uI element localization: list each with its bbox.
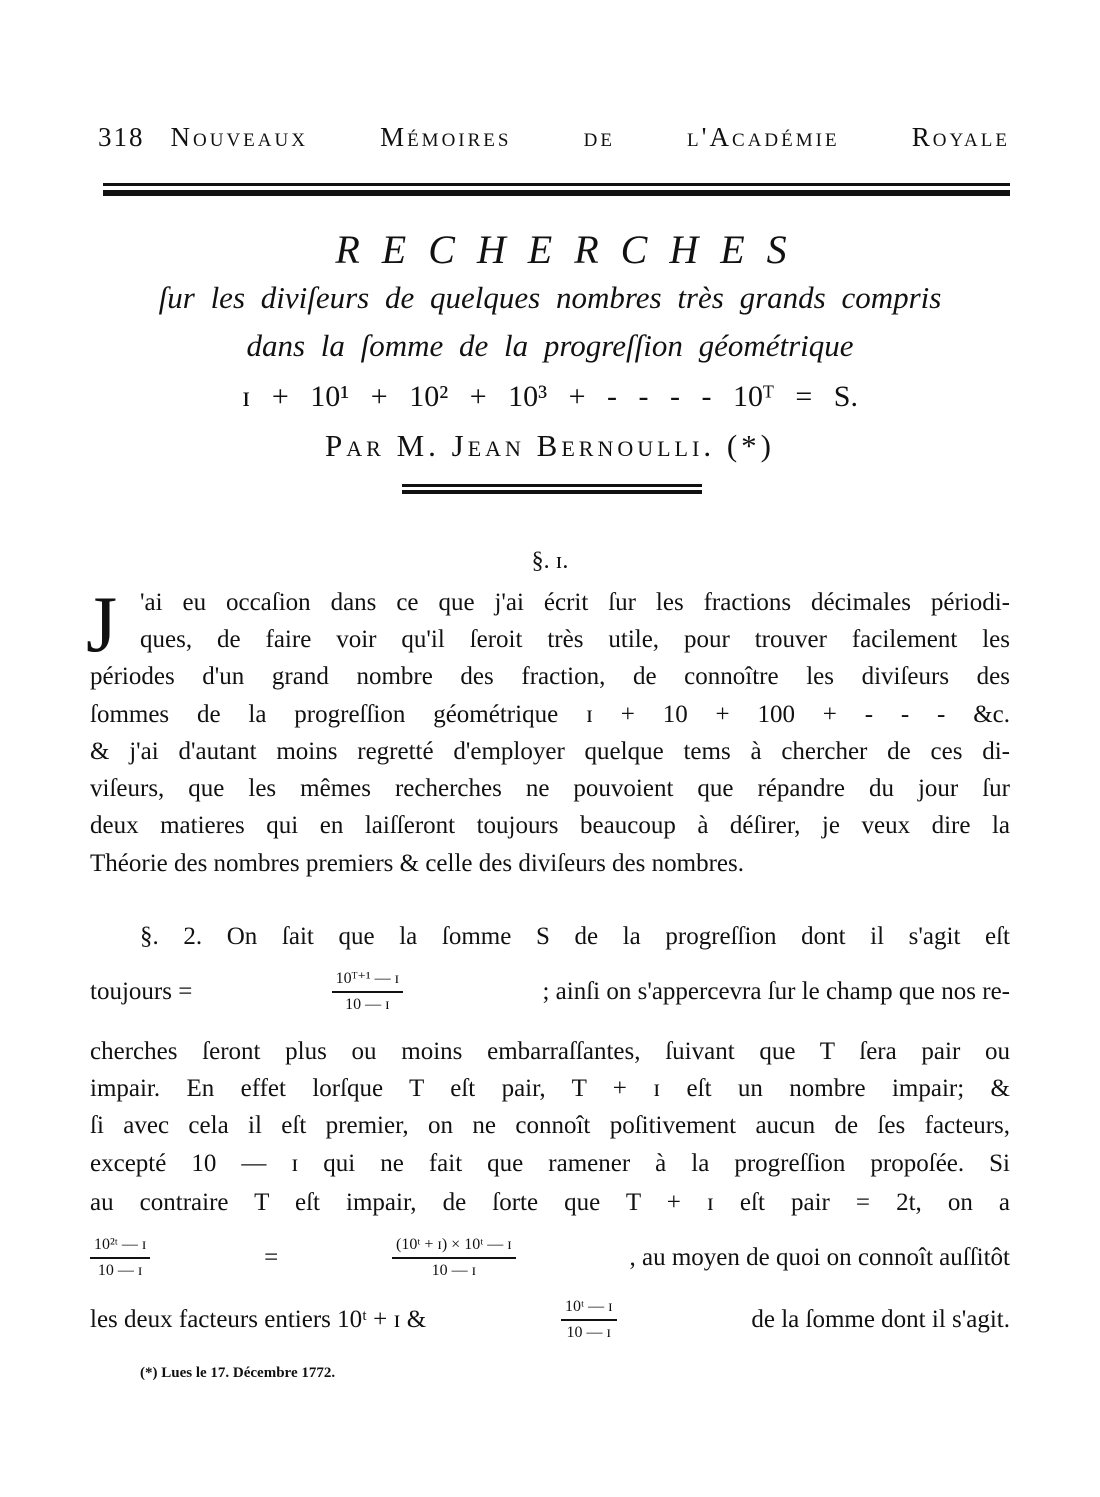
fraction — [90, 1235, 150, 1281]
title-rule-bottom — [402, 490, 702, 494]
paragraph-line: deux matieres qui en laiſſeront toujours beaucoup à déſirer, je veux dire la — [90, 812, 1010, 839]
paragraph-line: Théorie des nombres premiers & celle des diviſeurs des nombres. — [90, 850, 744, 877]
paragraph-line: ques, de faire voir qu'il ſeroit très utile, pour trouver facilement les — [140, 626, 1010, 653]
paragraph-line: §. 2. On ſait que la ſomme S de la progreſſion dont il s'agit eſt — [140, 923, 1010, 950]
paragraph-line: excepté 10 — ɪ qui ne fait que ramener à la progreſſion propoſée. Si — [90, 1150, 1010, 1177]
fraction-denominator: 10 — ɪ — [566, 1324, 611, 1341]
fraction — [392, 1235, 516, 1281]
paragraph-line: 'ai eu occaſion dans ce que j'ai écrit ſur les fractions décimales périodi- — [140, 589, 1010, 616]
paragraph-line: ſi avec cela il eſt premier, on ne connoît poſitivement aucun de ſes facteurs, — [90, 1112, 1010, 1139]
running-title: Nouveaux Mémoires de l'Académie Royale — [170, 122, 1010, 152]
text-segment: toujours = — [90, 978, 193, 1005]
title-rule-top — [402, 484, 702, 487]
header-rule-bottom — [103, 190, 1010, 196]
fraction — [561, 1297, 617, 1343]
subtitle-line-2: dans la ſomme de la progreſſion géométrique — [246, 328, 854, 363]
title-formula: ɪ + 10¹ + 10² + 10³ + - - - - 10ᵀ = S. — [242, 380, 858, 413]
fraction-denominator: 10 — ɪ — [431, 1262, 477, 1279]
fraction — [332, 969, 403, 1015]
section-1-mark: §. ɪ. — [531, 548, 569, 574]
header-rule-top — [103, 183, 1010, 186]
paragraph-line-fraction — [90, 962, 1010, 1022]
text-segment: , au moyen de quoi on connoît auſſitôt — [629, 1244, 1010, 1271]
fraction-numerator: (10ᵗ + ɪ) × 10ᵗ — ɪ — [392, 1235, 516, 1259]
paragraph-line-fraction — [90, 1290, 1010, 1350]
fraction-numerator: 10²ᵗ — ɪ — [90, 1235, 150, 1259]
paragraph-line: au contraire T eſt impair, de ſorte que T + ɪ eſt pair = 2t, on a — [90, 1189, 1010, 1216]
drop-cap: J — [86, 581, 118, 669]
author-line: Par M. Jean Bernoulli. (*) — [325, 428, 775, 463]
fraction-numerator: 10ᵀ⁺¹ — ɪ — [332, 969, 403, 993]
paragraph-line: viſeurs, que les mêmes recherches ne pouvoient que répandre du jour ſur — [90, 775, 1010, 802]
fraction-denominator: 10 — ɪ — [345, 996, 390, 1013]
paragraph-line: ſommes de la progreſſion géométrique ɪ + 10 + 100 + - - - &c. — [90, 701, 1010, 728]
paragraph-line: & j'ai d'autant moins regretté d'employer quelque tems à chercher de ces di- — [90, 738, 1010, 765]
text-segment: de la ſomme dont il s'agit. — [751, 1306, 1010, 1333]
paragraph-line: cherches ſeront plus ou moins embarraſſantes, ſuivant que T ſera pair ou — [90, 1038, 1010, 1065]
paragraph-line-fraction — [90, 1228, 1010, 1288]
footnote: (*) Lues le 17. Décembre 1772. — [140, 1365, 336, 1381]
paragraph-line: impair. En effet lorſque T eſt pair, T + ɪ eſt un nombre impair; & — [90, 1075, 1010, 1102]
page-number: 318 — [98, 122, 145, 152]
subtitle-line-1: ſur les diviſeurs de quelques nombres très grands compris — [158, 280, 942, 315]
text-segment: ; ainſi on s'appercevra ſur le champ que nos re- — [542, 978, 1010, 1005]
fraction-denominator: 10 — ɪ — [97, 1262, 143, 1279]
running-header — [98, 122, 1010, 153]
paragraph-line: périodes d'un grand nombre des fraction, de connoître les diviſeurs des — [90, 663, 1010, 690]
text-segment: les deux facteurs entiers 10ᵗ + ɪ & — [90, 1306, 427, 1333]
article-title: RECHERCHES — [335, 227, 809, 272]
equals-sign: = — [264, 1244, 279, 1271]
fraction-numerator: 10ᵗ — ɪ — [561, 1297, 617, 1321]
